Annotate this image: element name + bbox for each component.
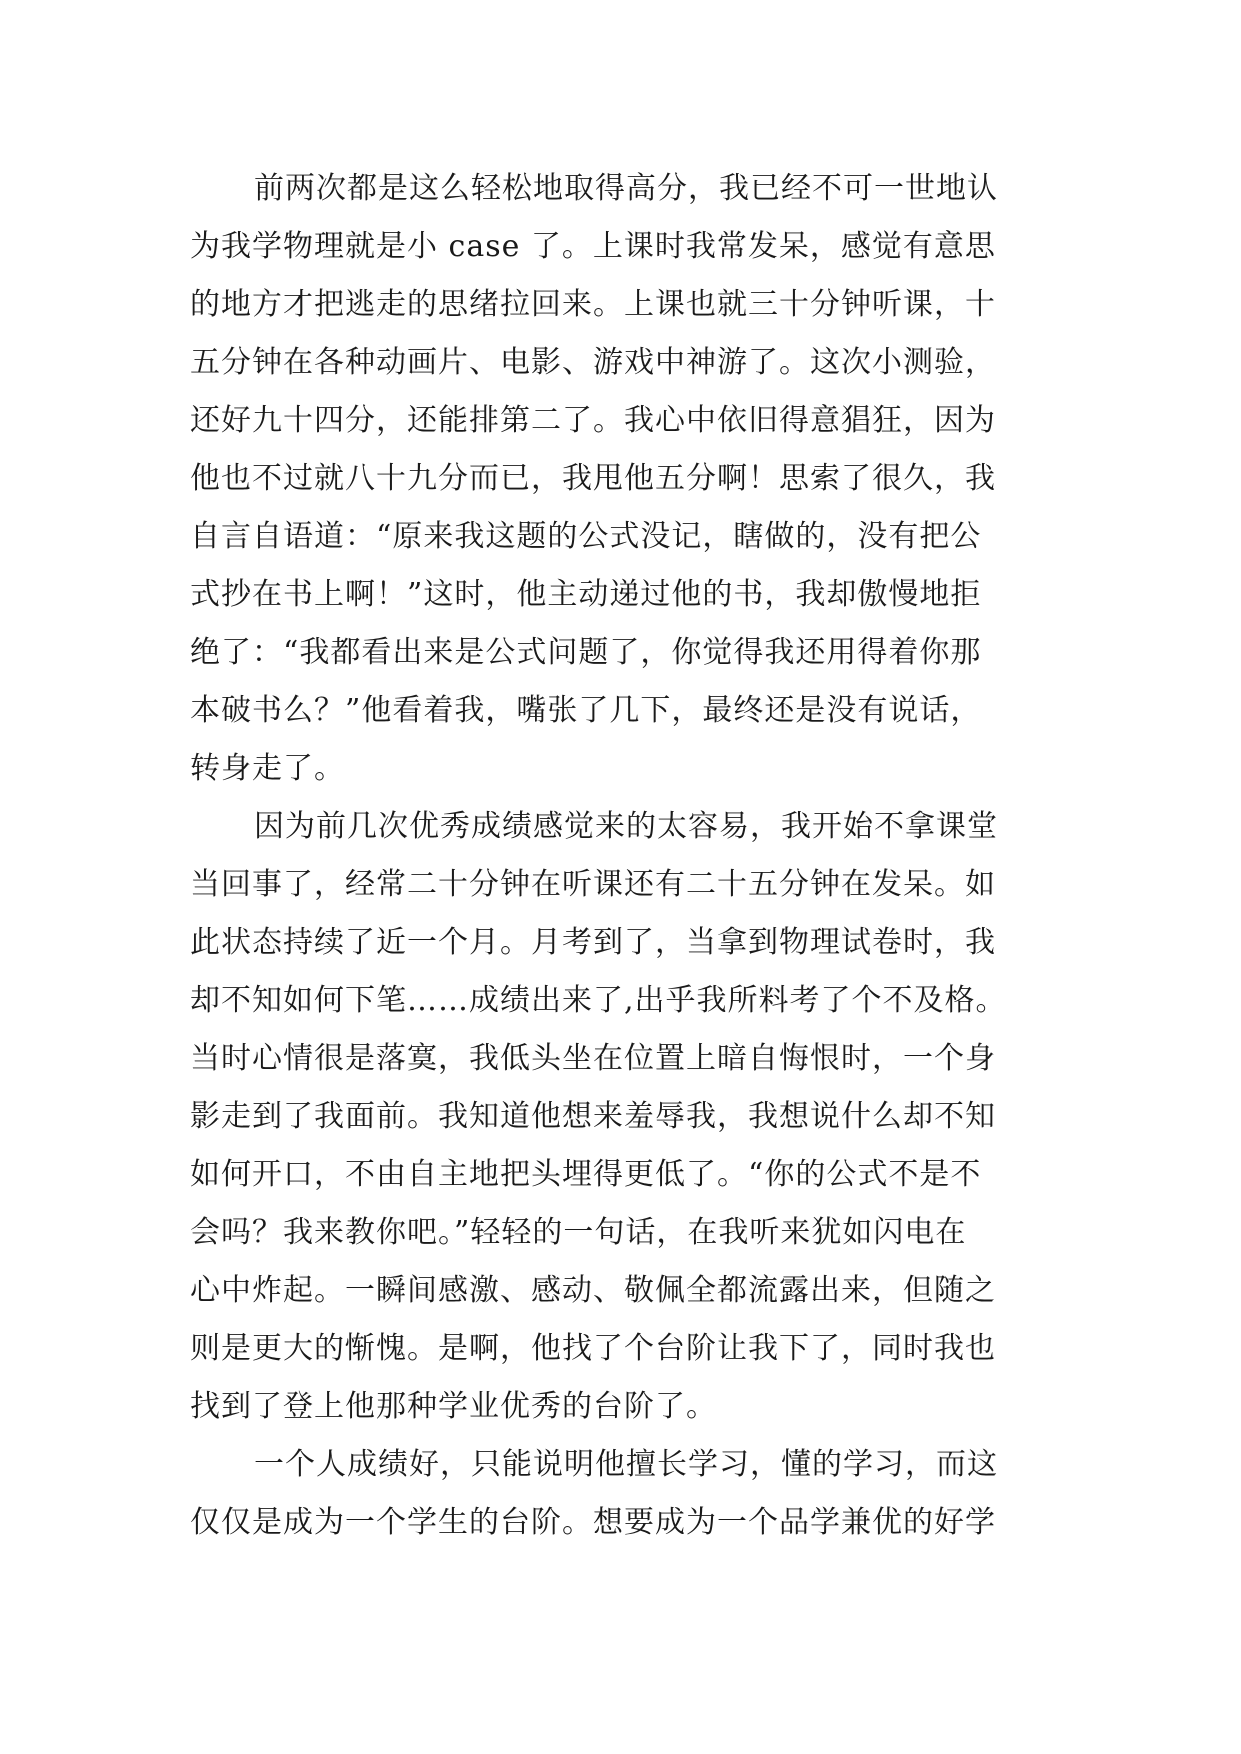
text-line: 当回事了，经常二十分钟在听课还有二十五分钟在发呆。如	[190, 867, 996, 902]
paragraph-3	[190, 1436, 1070, 1552]
text-line: 却不知如何下笔……成绩出来了,出乎我所料考了个不及格。	[190, 983, 1007, 1018]
document-body	[190, 160, 1070, 1552]
text-line: 则是更大的惭愧。是啊，他找了个台阶让我下了，同时我也	[190, 1331, 996, 1366]
text-line: 因为前几次优秀成绩感觉来的太容易，我开始不拿课堂	[254, 809, 998, 844]
text-line: 的地方才把逃走的思绪拉回来。上课也就三十分钟听课，十	[190, 287, 996, 322]
text-line: 本破书么？”他看着我，嘴张了几下，最终还是没有说话，	[190, 693, 982, 728]
text-line: 会吗？我来教你吧。”轻轻的一句话，在我听来犹如闪电在	[190, 1215, 967, 1250]
text-line: 仅仅是成为一个学生的台阶。想要成为一个品学兼优的好学	[190, 1505, 996, 1540]
text-line: 找到了登上他那种学业优秀的台阶了。	[190, 1389, 717, 1424]
text-line: 心中炸起。一瞬间感激、感动、敬佩全都流露出来，但随之	[190, 1273, 996, 1308]
text-line: 如何开口，不由自主地把头埋得更低了。“你的公式不是不	[190, 1157, 982, 1192]
text-line: 此状态持续了近一个月。月考到了，当拿到物理试卷时，我	[190, 925, 996, 960]
paragraph-1	[190, 160, 1070, 798]
text-line: 前两次都是这么轻松地取得高分，我已经不可一世地认	[254, 171, 998, 206]
text-line: 式抄在书上啊！”这时，他主动递过他的书，我却傲慢地拒	[190, 577, 982, 612]
text-line: 自言自语道：“原来我这题的公式没记，瞎做的，没有把公	[190, 519, 982, 554]
text-line: 他也不过就八十九分而已，我甩他五分啊！思索了很久，我	[190, 461, 996, 496]
text-line: 一个人成绩好，只能说明他擅长学习，懂的学习，而这	[254, 1447, 998, 1482]
text-line: 五分钟在各种动画片、电影、游戏中神游了。这次小测验，	[190, 345, 996, 380]
text-line: 绝了：“我都看出来是公式问题了，你觉得我还用得着你那	[190, 635, 982, 670]
text-line: 影走到了我面前。我知道他想来羞辱我，我想说什么却不知	[190, 1099, 996, 1134]
text-line: 转身走了。	[190, 751, 345, 786]
text-line: 为我学物理就是小 case 了。上课时我常发呆，感觉有意思	[190, 229, 996, 264]
paragraph-2	[190, 798, 1070, 1436]
text-line: 当时心情很是落寞，我低头坐在位置上暗自悔恨时，一个身	[190, 1041, 996, 1076]
text-line: 还好九十四分，还能排第二了。我心中依旧得意猖狂，因为	[190, 403, 996, 438]
